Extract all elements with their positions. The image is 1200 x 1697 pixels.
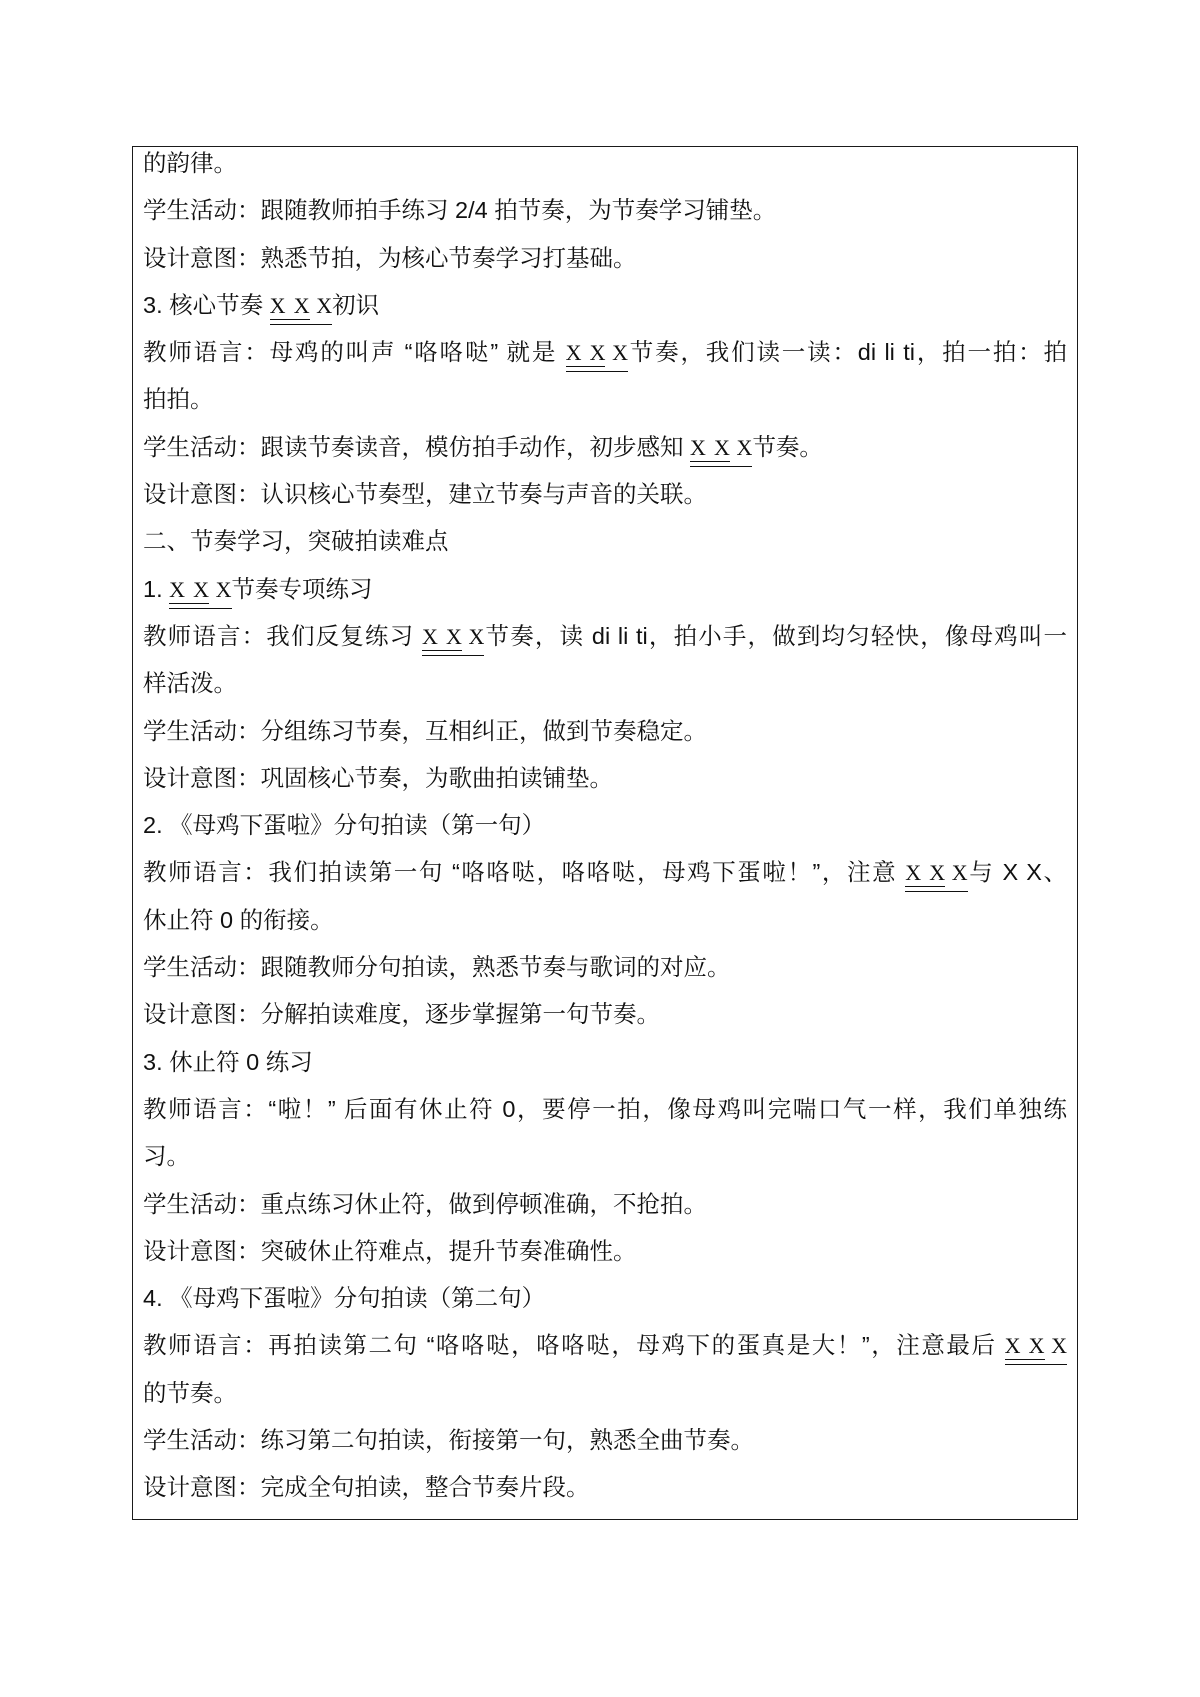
rhythm-notation <box>1005 1335 1067 1365</box>
text-segment: 设计意图：熟悉节拍，为核心节奏学习打基础。 <box>143 244 637 271</box>
text-line <box>143 1370 1067 1417</box>
paragraph <box>143 991 1067 1038</box>
text-line <box>143 802 1067 849</box>
paragraph <box>143 1181 1067 1228</box>
text-line <box>143 897 1067 944</box>
text-line <box>143 660 1067 707</box>
text-segment: 设计意图：突破休止符难点，提升节奏准确性。 <box>143 1237 637 1264</box>
text-segment: 节奏。 <box>752 433 823 460</box>
text-segment: 教师语言：我们反复练习 <box>143 622 422 649</box>
paragraph <box>143 755 1067 802</box>
paragraph <box>143 282 1067 329</box>
paragraph <box>143 140 1067 187</box>
rhythm-double-underlined-notes: X X <box>905 860 946 886</box>
text-segment: 初识 <box>332 291 380 318</box>
text-line <box>143 566 1067 613</box>
rhythm-notation <box>421 623 485 656</box>
text-segment: 教师语言：再拍读第二句 “咯咯哒，咯咯哒，母鸡下的蛋真是大！”，注意最后 <box>143 1332 1005 1359</box>
text-segment: 1. <box>143 575 170 602</box>
text-segment: 的韵律。 <box>143 150 237 176</box>
rhythm-notation <box>690 434 753 467</box>
text-segment: 习。 <box>143 1143 190 1170</box>
paragraph <box>143 708 1067 755</box>
paragraph <box>143 849 1067 944</box>
text-segment: 设计意图：分解拍读难度，逐步掌握第一句节奏。 <box>143 1001 660 1028</box>
paragraph <box>143 518 1067 565</box>
text-line <box>143 235 1067 282</box>
text-segment: 学生活动：跟随教师分句拍读，熟悉节奏与歌词的对应。 <box>143 954 731 981</box>
text-line <box>143 140 1067 187</box>
rhythm-double-underlined-notes: X X <box>690 434 730 460</box>
paragraph <box>143 187 1067 234</box>
rhythm-notation <box>269 292 333 325</box>
text-line <box>143 1086 1067 1133</box>
text-line <box>143 613 1067 660</box>
rhythm-double-underlined-notes: X X <box>421 623 462 649</box>
rhythm-double-underlined-notes: X X <box>269 292 310 318</box>
text-line <box>143 1322 1067 1369</box>
text-line <box>143 991 1067 1038</box>
text-segment: 的节奏。 <box>143 1379 237 1406</box>
text-segment: 教师语言：母鸡的叫声 “咯咯哒” 就是 <box>143 339 566 366</box>
paragraph <box>143 1464 1067 1511</box>
lesson-plan-text <box>143 140 1067 1512</box>
text-segment: 教师语言：“啦！” 后面有休止符 0，要停一拍，像母鸡叫完喘口气一样，我们单独练 <box>143 1095 1067 1122</box>
rhythm-single-underlined-note: X <box>736 434 753 460</box>
rhythm-single-underlined-note: X <box>316 292 333 318</box>
text-line <box>143 329 1067 376</box>
paragraph <box>143 566 1067 613</box>
paragraph <box>143 944 1067 991</box>
paragraph <box>143 329 1067 424</box>
text-segment: 与 X X、 <box>967 859 1067 886</box>
rhythm-single-underlined-note: X <box>468 623 485 649</box>
text-segment: 节奏，我们读一读：di li ti，拍一拍：拍 <box>627 339 1067 366</box>
text-segment: 学生活动：跟读节奏读音，模仿拍手动作，初步感知 <box>143 433 691 460</box>
text-line <box>143 849 1067 896</box>
paragraph <box>143 471 1067 518</box>
text-line <box>143 1464 1067 1511</box>
paragraph <box>143 235 1067 282</box>
text-segment: 拍拍。 <box>143 386 214 413</box>
text-segment: 学生活动：跟随教师拍手练习 2/4 拍节奏，为节奏学习铺垫。 <box>143 197 777 224</box>
text-line <box>143 1417 1067 1464</box>
text-segment: 节奏专项练习 <box>231 575 373 602</box>
text-line <box>143 424 1067 471</box>
text-segment: 设计意图：完成全句拍读，整合节奏片段。 <box>143 1474 590 1501</box>
rhythm-double-underlined-notes: X X <box>169 576 210 602</box>
text-segment: 学生活动：分组练习节奏，互相纠正，做到节奏稳定。 <box>143 717 707 744</box>
text-line <box>143 708 1067 755</box>
rhythm-notation <box>169 576 232 609</box>
text-segment: 设计意图：巩固核心节奏，为歌曲拍读铺垫。 <box>143 764 613 791</box>
paragraph <box>143 1417 1067 1464</box>
text-line <box>143 755 1067 802</box>
text-segment: 二、节奏学习，突破拍读难点 <box>143 528 449 555</box>
text-line <box>143 1275 1067 1322</box>
text-segment: 节奏，读 di li ti，拍小手，做到均匀轻快，像母鸡叫一 <box>484 622 1068 649</box>
rhythm-single-underlined-note: X <box>1051 1333 1067 1359</box>
rhythm-notation <box>566 342 628 372</box>
paragraph <box>143 1086 1067 1181</box>
text-line <box>143 187 1067 234</box>
text-line <box>143 1181 1067 1228</box>
lesson-plan-table-cell <box>132 146 1078 1520</box>
text-segment: 学生活动：重点练习休止符，做到停顿准确，不抢拍。 <box>143 1190 707 1217</box>
text-line <box>143 471 1067 518</box>
text-line <box>143 1039 1067 1086</box>
paragraph <box>143 1275 1067 1322</box>
text-segment: 设计意图：认识核心节奏型，建立节奏与声音的关联。 <box>143 481 707 508</box>
paragraph <box>143 1039 1067 1086</box>
paragraph <box>143 613 1067 708</box>
rhythm-notation <box>905 862 967 892</box>
paragraph <box>143 802 1067 849</box>
rhythm-double-underlined-notes: X X <box>1004 1333 1045 1359</box>
text-segment: 休止符 0 的衔接。 <box>143 906 334 933</box>
rhythm-single-underlined-note: X <box>951 860 968 886</box>
text-segment: 教师语言：我们拍读第一句 “咯咯哒，咯咯哒，母鸡下蛋啦！”，注意 <box>143 859 906 886</box>
text-segment: 3. 休止符 0 练习 <box>143 1048 313 1075</box>
rhythm-single-underlined-note: X <box>612 340 628 366</box>
text-segment: 学生活动：练习第二句拍读，衔接第一句，熟悉全曲节奏。 <box>143 1427 754 1454</box>
text-segment: 4. 《母鸡下蛋啦》分句拍读（第二句） <box>143 1285 546 1312</box>
paragraph <box>143 1228 1067 1275</box>
text-segment: 3. 核心节奏 <box>143 291 270 318</box>
text-line <box>143 1228 1067 1275</box>
text-line <box>143 282 1067 329</box>
text-segment: 2. 《母鸡下蛋啦》分句拍读（第一句） <box>143 812 546 839</box>
text-line <box>143 944 1067 991</box>
paragraph <box>143 424 1067 471</box>
text-line <box>143 1133 1067 1180</box>
text-segment: 样活泼。 <box>143 670 237 697</box>
text-line <box>143 376 1067 423</box>
paragraph <box>143 1322 1067 1417</box>
text-line <box>143 518 1067 565</box>
rhythm-single-underlined-note: X <box>215 576 232 602</box>
rhythm-double-underlined-notes: X X <box>565 340 606 366</box>
